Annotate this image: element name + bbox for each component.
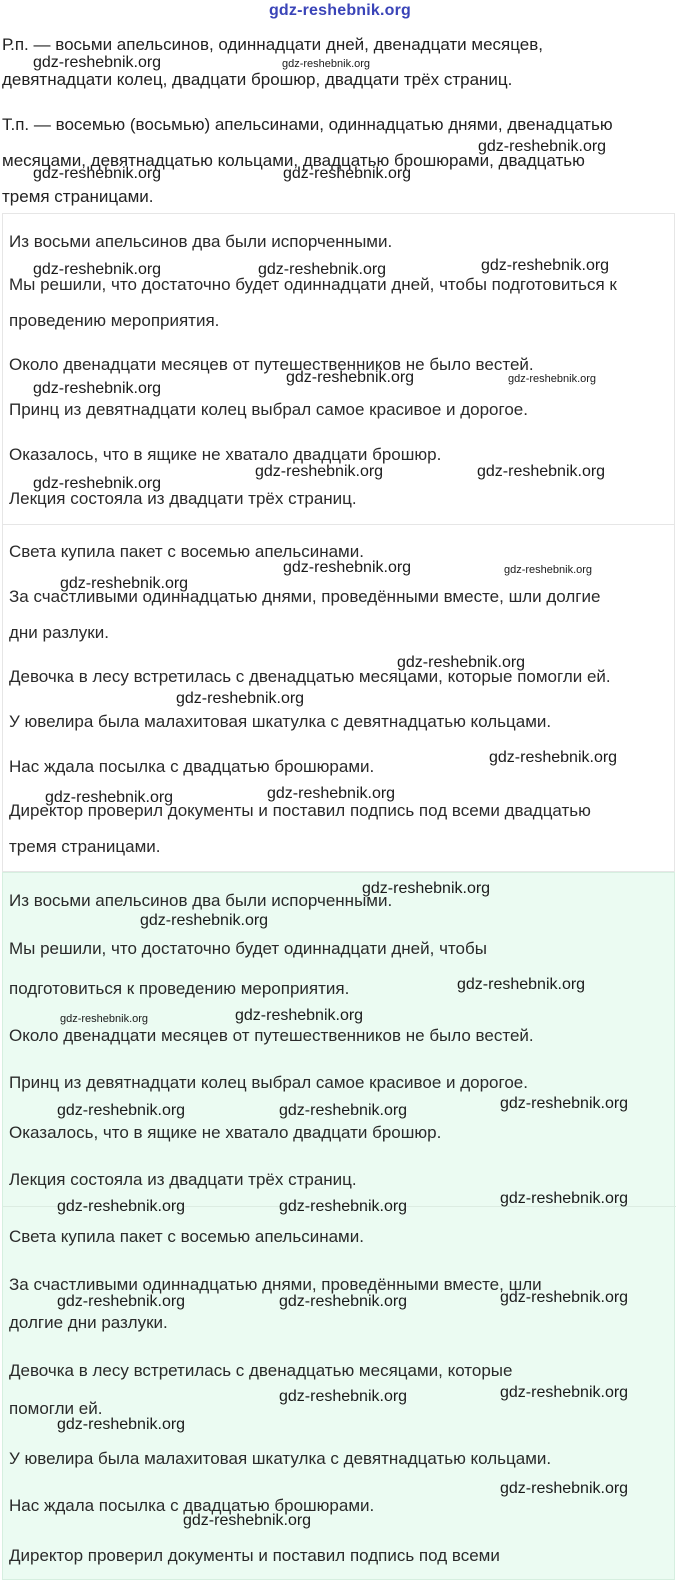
sentence: У ювелира была малахитовая шкатулка с девятнадцатью кольцами. [9,1449,552,1468]
watermark: gdz-reshebnik.org [33,380,162,397]
sentence: Нас ждала посылка с двадцатью брошюрами. [9,1496,375,1515]
watermark: gdz-reshebnik.org [279,1293,408,1310]
watermark: gdz-reshebnik.org [279,1388,408,1405]
sentence: подготовиться к проведению мероприятия. [9,979,350,998]
watermark: gdz-reshebnik.org [255,463,384,480]
sentence: Лекция состояла из двадцати трёх страниц. [9,1170,357,1189]
sentence: Директор проверил документы и поставил подпись под всеми [9,1546,500,1565]
sentence: Нас ждала посылка с двадцатью брошюрами. [9,757,375,776]
sentence: долгие дни разлуки. [9,1313,168,1332]
watermark: gdz-reshebnik.org [57,1293,186,1310]
sentence: За счастливыми одиннадцатью днями, проведёнными вместе, шли [9,1275,542,1294]
sentence: Из восьми апельсинов два были испорченными. [9,891,393,910]
genitive-line-1: Р.п. — восьми апельсинов, одиннадцати дней, двенадцати месяцев, [2,35,544,54]
watermark: gdz-reshebnik.org [183,1512,312,1529]
watermark: gdz-reshebnik.org [282,58,371,70]
watermark: gdz-reshebnik.org [508,373,597,385]
genitive-line-2: девятнадцати колец, двадцати брошюр, двадцати трёх страниц. [2,70,513,89]
watermark: gdz-reshebnik.org [489,749,618,766]
sentence: За счастливыми одиннадцатью днями, проведёнными вместе, шли долгие [9,587,601,606]
instrumental-line-3: тремя страницами. [2,187,154,206]
watermark: gdz-reshebnik.org [140,912,269,929]
watermark: gdz-reshebnik.org [457,976,586,993]
sentence: Света купила пакет с восемью апельсинами. [9,542,364,561]
sentence: У ювелира была малахитовая шкатулка с девятнадцатью кольцами. [9,712,552,731]
sentence: Света купила пакет с восемью апельсинами. [9,1227,364,1246]
watermark: gdz-reshebnik.org [60,1013,149,1025]
watermark: gdz-reshebnik.org [500,1289,629,1306]
watermark: gdz-reshebnik.org [258,261,387,278]
sentence: Девочка в лесу встретилась с двенадцатью месяцами, которые [9,1361,513,1380]
sentence: Из восьми апельсинов два были испорченными. [9,232,393,251]
watermark: gdz-reshebnik.org [477,463,606,480]
sentence: Девочка в лесу встретилась с двенадцатью месяцами, которые помогли ей. [9,667,611,686]
watermark: gdz-reshebnik.org [60,575,189,592]
watermark: gdz-reshebnik.org [279,1198,408,1215]
watermark: gdz-reshebnik.org [504,564,593,576]
watermark: gdz-reshebnik.org [397,654,526,671]
watermark: gdz-reshebnik.org [33,165,162,182]
watermark: gdz-reshebnik.org [267,785,396,802]
watermark: gdz-reshebnik.org [45,789,174,806]
sentence: тремя страницами. [9,837,161,856]
instrumental-line-2: месяцами, девятнадцатью кольцами, двадцатью брошюрами, двадцатью [2,151,585,170]
watermark: gdz-reshebnik.org [33,54,162,71]
watermark: gdz-reshebnik.org [176,690,305,707]
watermark: gdz-reshebnik.org [235,1007,364,1024]
watermark: gdz-reshebnik.org [500,1480,629,1497]
watermark: gdz-reshebnik.org [283,559,412,576]
sentence: Принц из девятнадцати колец выбрал самое красивое и дорогое. [9,400,528,419]
sentence: Около двенадцати месяцев от путешественников не было вестей. [9,1026,534,1045]
watermark: gdz-reshebnik.org [362,880,491,897]
sentence: Лекция состояла из двадцати трёх страниц. [9,489,357,508]
watermark: gdz-reshebnik.org [286,369,415,386]
sentence: помогли ей. [9,1399,103,1418]
sentence: проведению мероприятия. [9,311,220,330]
watermark: gdz-reshebnik.org [57,1416,186,1433]
watermark: gdz-reshebnik.org [57,1198,186,1215]
sentence: Оказалось, что в ящике не хватало двадцати брошюр. [9,445,442,464]
sentence: Около двенадцати месяцев от путешественников не было вестей. [9,355,534,374]
watermark: gdz-reshebnik.org [500,1095,629,1112]
sentence: Мы решили, что достаточно будет одиннадцати дней, чтобы подготовиться к [9,275,617,294]
sentence: дни разлуки. [9,623,109,642]
watermark: gdz-reshebnik.org [500,1384,629,1401]
sentence: Директор проверил документы и поставил подпись под всеми двадцатью [9,801,591,820]
instrumental-line-1: Т.п. — восемью (восьмью) апельсинами, одиннадцатью днями, двенадцатью [2,115,613,134]
watermark: gdz-reshebnik.org [481,257,610,274]
watermark: gdz-reshebnik.org [283,165,412,182]
top-watermark[interactable]: gdz-reshebnik.org [268,2,412,19]
sentence: Мы решили, что достаточно будет одиннадцати дней, чтобы [9,939,487,958]
watermark: gdz-reshebnik.org [57,1102,186,1119]
sentence: Оказалось, что в ящике не хватало двадцати брошюр. [9,1123,442,1142]
watermark: gdz-reshebnik.org [500,1190,629,1207]
watermark: gdz-reshebnik.org [279,1102,408,1119]
sentence: Принц из девятнадцати колец выбрал самое красивое и дорогое. [9,1073,528,1092]
watermark: gdz-reshebnik.org [33,475,162,492]
watermark: gdz-reshebnik.org [478,138,607,155]
watermark: gdz-reshebnik.org [33,261,162,278]
